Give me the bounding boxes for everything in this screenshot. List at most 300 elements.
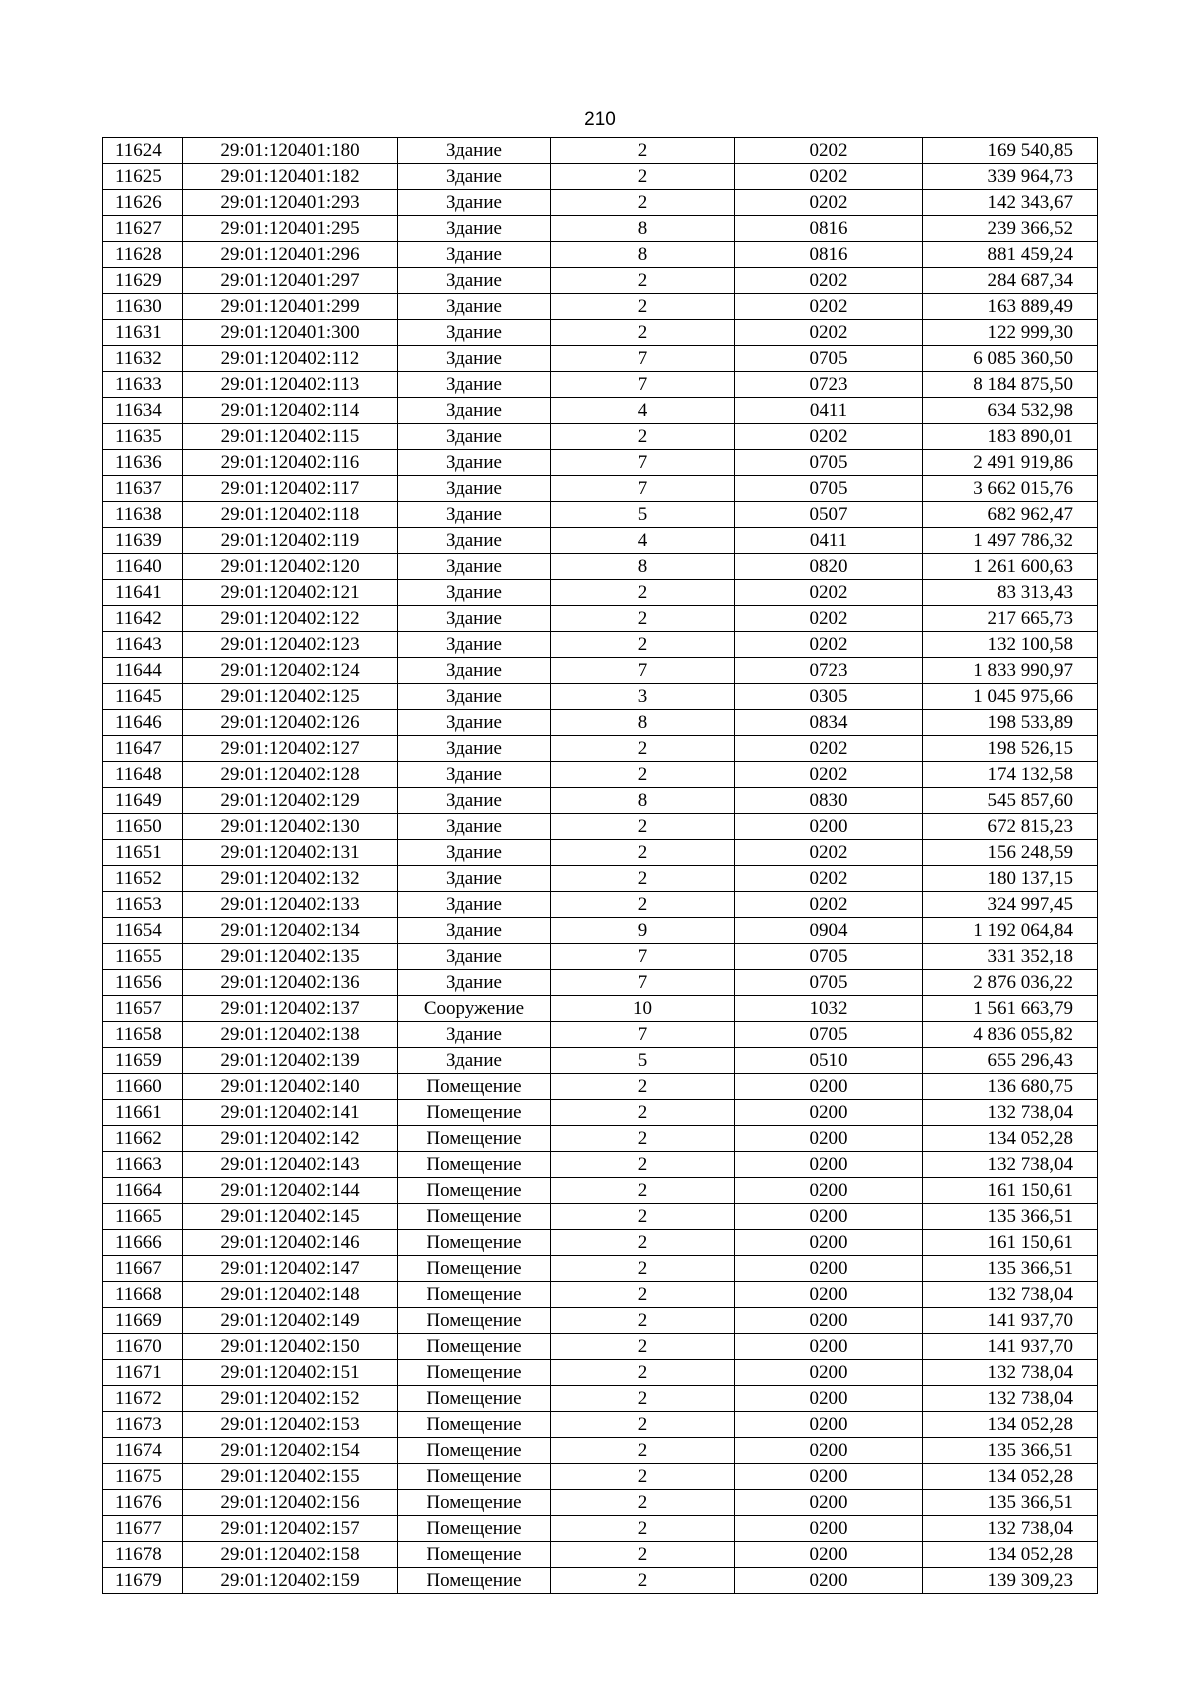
cadastral-value-cell: 141 937,70 xyxy=(923,1308,1098,1334)
group-cell: 7 xyxy=(551,346,735,372)
group-cell: 10 xyxy=(551,996,735,1022)
subgroup-code-cell: 0200 xyxy=(735,1308,923,1334)
table-row xyxy=(103,216,1098,242)
group-cell: 4 xyxy=(551,528,735,554)
object-type-cell: Здание xyxy=(398,424,551,450)
row-number-cell: 11648 xyxy=(103,762,183,788)
cadastral-value-cell: 6 085 360,50 xyxy=(923,346,1098,372)
group-cell: 8 xyxy=(551,554,735,580)
object-type-cell: Здание xyxy=(398,554,551,580)
table-row xyxy=(103,788,1098,814)
cadastral-value-cell: 239 366,52 xyxy=(923,216,1098,242)
cadastral-number-cell: 29:01:120402:114 xyxy=(183,398,398,424)
cadastral-value-cell: 339 964,73 xyxy=(923,164,1098,190)
row-number-cell: 11626 xyxy=(103,190,183,216)
group-cell: 4 xyxy=(551,398,735,424)
row-number-cell: 11677 xyxy=(103,1516,183,1542)
table-row xyxy=(103,372,1098,398)
group-cell: 2 xyxy=(551,1308,735,1334)
table-row xyxy=(103,580,1098,606)
row-number-cell: 11640 xyxy=(103,554,183,580)
row-number-cell: 11666 xyxy=(103,1230,183,1256)
cadastral-value-cell: 134 052,28 xyxy=(923,1542,1098,1568)
object-type-cell: Здание xyxy=(398,580,551,606)
cadastral-number-cell: 29:01:120402:139 xyxy=(183,1048,398,1074)
table-row xyxy=(103,1126,1098,1152)
subgroup-code-cell: 0834 xyxy=(735,710,923,736)
cadastral-value-cell: 132 738,04 xyxy=(923,1360,1098,1386)
table-row xyxy=(103,268,1098,294)
group-cell: 2 xyxy=(551,1074,735,1100)
object-type-cell: Помещение xyxy=(398,1412,551,1438)
cadastral-value-cell: 198 533,89 xyxy=(923,710,1098,736)
cadastral-value-cell: 672 815,23 xyxy=(923,814,1098,840)
group-cell: 2 xyxy=(551,606,735,632)
table-row xyxy=(103,164,1098,190)
table-row xyxy=(103,1464,1098,1490)
object-type-cell: Здание xyxy=(398,814,551,840)
subgroup-code-cell: 1032 xyxy=(735,996,923,1022)
table-row xyxy=(103,762,1098,788)
group-cell: 8 xyxy=(551,788,735,814)
object-type-cell: Помещение xyxy=(398,1490,551,1516)
group-cell: 2 xyxy=(551,190,735,216)
object-type-cell: Помещение xyxy=(398,1568,551,1594)
table-row xyxy=(103,1360,1098,1386)
subgroup-code-cell: 0202 xyxy=(735,736,923,762)
object-type-cell: Помещение xyxy=(398,1516,551,1542)
subgroup-code-cell: 0830 xyxy=(735,788,923,814)
table-row xyxy=(103,1412,1098,1438)
table-row xyxy=(103,528,1098,554)
row-number-cell: 11632 xyxy=(103,346,183,372)
table-row xyxy=(103,606,1098,632)
group-cell: 2 xyxy=(551,1334,735,1360)
table-row xyxy=(103,320,1098,346)
group-cell: 5 xyxy=(551,502,735,528)
cadastral-value-cell: 132 738,04 xyxy=(923,1152,1098,1178)
subgroup-code-cell: 0816 xyxy=(735,216,923,242)
subgroup-code-cell: 0507 xyxy=(735,502,923,528)
table-row xyxy=(103,346,1098,372)
subgroup-code-cell: 0904 xyxy=(735,918,923,944)
group-cell: 2 xyxy=(551,1204,735,1230)
cadastral-value-cell: 136 680,75 xyxy=(923,1074,1098,1100)
group-cell: 8 xyxy=(551,710,735,736)
row-number-cell: 11641 xyxy=(103,580,183,606)
subgroup-code-cell: 0200 xyxy=(735,1152,923,1178)
row-number-cell: 11636 xyxy=(103,450,183,476)
cadastral-number-cell: 29:01:120401:296 xyxy=(183,242,398,268)
group-cell: 2 xyxy=(551,1152,735,1178)
object-type-cell: Помещение xyxy=(398,1074,551,1100)
object-type-cell: Здание xyxy=(398,398,551,424)
table-row xyxy=(103,190,1098,216)
table-row xyxy=(103,398,1098,424)
row-number-cell: 11667 xyxy=(103,1256,183,1282)
row-number-cell: 11655 xyxy=(103,944,183,970)
subgroup-code-cell: 0200 xyxy=(735,1256,923,1282)
table-row xyxy=(103,424,1098,450)
object-type-cell: Здание xyxy=(398,1048,551,1074)
row-number-cell: 11658 xyxy=(103,1022,183,1048)
subgroup-code-cell: 0411 xyxy=(735,398,923,424)
row-number-cell: 11665 xyxy=(103,1204,183,1230)
subgroup-code-cell: 0705 xyxy=(735,944,923,970)
row-number-cell: 11672 xyxy=(103,1386,183,1412)
subgroup-code-cell: 0200 xyxy=(735,1386,923,1412)
cadastral-number-cell: 29:01:120402:149 xyxy=(183,1308,398,1334)
row-number-cell: 11627 xyxy=(103,216,183,242)
group-cell: 9 xyxy=(551,918,735,944)
cadastral-value-cell: 135 366,51 xyxy=(923,1256,1098,1282)
object-type-cell: Здание xyxy=(398,528,551,554)
cadastral-value-cell: 132 100,58 xyxy=(923,632,1098,658)
row-number-cell: 11647 xyxy=(103,736,183,762)
group-cell: 7 xyxy=(551,476,735,502)
cadastral-value-cell: 135 366,51 xyxy=(923,1490,1098,1516)
row-number-cell: 11670 xyxy=(103,1334,183,1360)
row-number-cell: 11629 xyxy=(103,268,183,294)
cadastral-number-cell: 29:01:120402:143 xyxy=(183,1152,398,1178)
cadastral-value-cell: 135 366,51 xyxy=(923,1438,1098,1464)
group-cell: 2 xyxy=(551,736,735,762)
subgroup-code-cell: 0200 xyxy=(735,1360,923,1386)
subgroup-code-cell: 0723 xyxy=(735,372,923,398)
row-number-cell: 11653 xyxy=(103,892,183,918)
row-number-cell: 11664 xyxy=(103,1178,183,1204)
cadastral-number-cell: 29:01:120402:137 xyxy=(183,996,398,1022)
subgroup-code-cell: 0200 xyxy=(735,1230,923,1256)
cadastral-number-cell: 29:01:120401:300 xyxy=(183,320,398,346)
cadastral-number-cell: 29:01:120402:122 xyxy=(183,606,398,632)
cadastral-value-table xyxy=(102,137,1098,1594)
table-body xyxy=(103,138,1098,1594)
table-row xyxy=(103,710,1098,736)
table-row xyxy=(103,1256,1098,1282)
row-number-cell: 11663 xyxy=(103,1152,183,1178)
cadastral-number-cell: 29:01:120402:129 xyxy=(183,788,398,814)
cadastral-value-cell: 134 052,28 xyxy=(923,1464,1098,1490)
cadastral-number-cell: 29:01:120402:146 xyxy=(183,1230,398,1256)
subgroup-code-cell: 0200 xyxy=(735,1464,923,1490)
subgroup-code-cell: 0705 xyxy=(735,346,923,372)
table-row xyxy=(103,1152,1098,1178)
row-number-cell: 11673 xyxy=(103,1412,183,1438)
row-number-cell: 11668 xyxy=(103,1282,183,1308)
object-type-cell: Здание xyxy=(398,840,551,866)
cadastral-number-cell: 29:01:120402:145 xyxy=(183,1204,398,1230)
group-cell: 2 xyxy=(551,164,735,190)
cadastral-number-cell: 29:01:120402:132 xyxy=(183,866,398,892)
cadastral-value-cell: 682 962,47 xyxy=(923,502,1098,528)
object-type-cell: Помещение xyxy=(398,1282,551,1308)
cadastral-value-cell: 217 665,73 xyxy=(923,606,1098,632)
row-number-cell: 11631 xyxy=(103,320,183,346)
subgroup-code-cell: 0200 xyxy=(735,1490,923,1516)
object-type-cell: Здание xyxy=(398,970,551,996)
group-cell: 2 xyxy=(551,320,735,346)
table-row xyxy=(103,1048,1098,1074)
row-number-cell: 11657 xyxy=(103,996,183,1022)
cadastral-number-cell: 29:01:120402:140 xyxy=(183,1074,398,1100)
row-number-cell: 11656 xyxy=(103,970,183,996)
table-row xyxy=(103,918,1098,944)
table-row xyxy=(103,1334,1098,1360)
group-cell: 2 xyxy=(551,1438,735,1464)
row-number-cell: 11634 xyxy=(103,398,183,424)
cadastral-number-cell: 29:01:120402:112 xyxy=(183,346,398,372)
object-type-cell: Здание xyxy=(398,242,551,268)
cadastral-number-cell: 29:01:120402:124 xyxy=(183,658,398,684)
object-type-cell: Помещение xyxy=(398,1256,551,1282)
object-type-cell: Помещение xyxy=(398,1204,551,1230)
object-type-cell: Здание xyxy=(398,216,551,242)
object-type-cell: Здание xyxy=(398,736,551,762)
cadastral-value-cell: 881 459,24 xyxy=(923,242,1098,268)
group-cell: 2 xyxy=(551,1516,735,1542)
cadastral-number-cell: 29:01:120402:159 xyxy=(183,1568,398,1594)
cadastral-value-cell: 545 857,60 xyxy=(923,788,1098,814)
group-cell: 2 xyxy=(551,632,735,658)
table-row xyxy=(103,294,1098,320)
subgroup-code-cell: 0202 xyxy=(735,580,923,606)
cadastral-value-cell: 1 833 990,97 xyxy=(923,658,1098,684)
table-row xyxy=(103,242,1098,268)
group-cell: 7 xyxy=(551,450,735,476)
cadastral-number-cell: 29:01:120402:131 xyxy=(183,840,398,866)
subgroup-code-cell: 0202 xyxy=(735,268,923,294)
subgroup-code-cell: 0202 xyxy=(735,164,923,190)
row-number-cell: 11649 xyxy=(103,788,183,814)
subgroup-code-cell: 0723 xyxy=(735,658,923,684)
table-row xyxy=(103,1100,1098,1126)
cadastral-number-cell: 29:01:120402:113 xyxy=(183,372,398,398)
object-type-cell: Сооружение xyxy=(398,996,551,1022)
row-number-cell: 11659 xyxy=(103,1048,183,1074)
cadastral-number-cell: 29:01:120402:138 xyxy=(183,1022,398,1048)
cadastral-number-cell: 29:01:120402:153 xyxy=(183,1412,398,1438)
group-cell: 2 xyxy=(551,1230,735,1256)
cadastral-number-cell: 29:01:120402:150 xyxy=(183,1334,398,1360)
cadastral-value-cell: 134 052,28 xyxy=(923,1412,1098,1438)
object-type-cell: Помещение xyxy=(398,1230,551,1256)
cadastral-value-cell: 1 497 786,32 xyxy=(923,528,1098,554)
cadastral-value-cell: 2 491 919,86 xyxy=(923,450,1098,476)
cadastral-number-cell: 29:01:120402:157 xyxy=(183,1516,398,1542)
cadastral-value-cell: 1 192 064,84 xyxy=(923,918,1098,944)
subgroup-code-cell: 0202 xyxy=(735,190,923,216)
group-cell: 2 xyxy=(551,1126,735,1152)
object-type-cell: Здание xyxy=(398,866,551,892)
cadastral-number-cell: 29:01:120402:123 xyxy=(183,632,398,658)
subgroup-code-cell: 0202 xyxy=(735,138,923,164)
cadastral-value-cell: 161 150,61 xyxy=(923,1178,1098,1204)
object-type-cell: Здание xyxy=(398,476,551,502)
group-cell: 2 xyxy=(551,580,735,606)
row-number-cell: 11630 xyxy=(103,294,183,320)
subgroup-code-cell: 0305 xyxy=(735,684,923,710)
row-number-cell: 11643 xyxy=(103,632,183,658)
table-row xyxy=(103,1542,1098,1568)
group-cell: 2 xyxy=(551,1464,735,1490)
subgroup-code-cell: 0202 xyxy=(735,892,923,918)
row-number-cell: 11624 xyxy=(103,138,183,164)
row-number-cell: 11660 xyxy=(103,1074,183,1100)
cadastral-number-cell: 29:01:120402:152 xyxy=(183,1386,398,1412)
table-row xyxy=(103,138,1098,164)
cadastral-value-cell: 1 261 600,63 xyxy=(923,554,1098,580)
cadastral-value-cell: 169 540,85 xyxy=(923,138,1098,164)
cadastral-number-cell: 29:01:120402:144 xyxy=(183,1178,398,1204)
table-row xyxy=(103,1204,1098,1230)
group-cell: 2 xyxy=(551,1386,735,1412)
object-type-cell: Здание xyxy=(398,658,551,684)
table-row xyxy=(103,1230,1098,1256)
table-row xyxy=(103,1516,1098,1542)
cadastral-number-cell: 29:01:120402:116 xyxy=(183,450,398,476)
group-cell: 7 xyxy=(551,1022,735,1048)
cadastral-value-cell: 1 561 663,79 xyxy=(923,996,1098,1022)
group-cell: 2 xyxy=(551,1412,735,1438)
table-row xyxy=(103,658,1098,684)
cadastral-number-cell: 29:01:120402:118 xyxy=(183,502,398,528)
table-row xyxy=(103,1438,1098,1464)
group-cell: 5 xyxy=(551,1048,735,1074)
cadastral-value-cell: 324 997,45 xyxy=(923,892,1098,918)
cadastral-value-cell: 83 313,43 xyxy=(923,580,1098,606)
group-cell: 2 xyxy=(551,424,735,450)
cadastral-value-cell: 156 248,59 xyxy=(923,840,1098,866)
row-number-cell: 11628 xyxy=(103,242,183,268)
row-number-cell: 11635 xyxy=(103,424,183,450)
object-type-cell: Помещение xyxy=(398,1360,551,1386)
subgroup-code-cell: 0200 xyxy=(735,1178,923,1204)
cadastral-number-cell: 29:01:120401:299 xyxy=(183,294,398,320)
cadastral-value-cell: 163 889,49 xyxy=(923,294,1098,320)
cadastral-number-cell: 29:01:120402:142 xyxy=(183,1126,398,1152)
subgroup-code-cell: 0705 xyxy=(735,970,923,996)
cadastral-value-cell: 161 150,61 xyxy=(923,1230,1098,1256)
subgroup-code-cell: 0411 xyxy=(735,528,923,554)
group-cell: 2 xyxy=(551,1100,735,1126)
object-type-cell: Помещение xyxy=(398,1386,551,1412)
cadastral-value-cell: 3 662 015,76 xyxy=(923,476,1098,502)
object-type-cell: Здание xyxy=(398,450,551,476)
cadastral-value-cell: 174 132,58 xyxy=(923,762,1098,788)
table-row xyxy=(103,736,1098,762)
cadastral-number-cell: 29:01:120402:121 xyxy=(183,580,398,606)
subgroup-code-cell: 0200 xyxy=(735,1100,923,1126)
group-cell: 2 xyxy=(551,1282,735,1308)
cadastral-number-cell: 29:01:120402:130 xyxy=(183,814,398,840)
cadastral-number-cell: 29:01:120402:127 xyxy=(183,736,398,762)
cadastral-number-cell: 29:01:120402:158 xyxy=(183,1542,398,1568)
object-type-cell: Здание xyxy=(398,606,551,632)
table-row xyxy=(103,1386,1098,1412)
row-number-cell: 11644 xyxy=(103,658,183,684)
subgroup-code-cell: 0705 xyxy=(735,476,923,502)
object-type-cell: Помещение xyxy=(398,1152,551,1178)
object-type-cell: Здание xyxy=(398,684,551,710)
cadastral-number-cell: 29:01:120402:117 xyxy=(183,476,398,502)
subgroup-code-cell: 0202 xyxy=(735,840,923,866)
cadastral-value-cell: 142 343,67 xyxy=(923,190,1098,216)
cadastral-value-cell: 132 738,04 xyxy=(923,1386,1098,1412)
table-row xyxy=(103,632,1098,658)
table-row xyxy=(103,814,1098,840)
group-cell: 2 xyxy=(551,1568,735,1594)
subgroup-code-cell: 0200 xyxy=(735,1412,923,1438)
object-type-cell: Здание xyxy=(398,502,551,528)
cadastral-number-cell: 29:01:120401:297 xyxy=(183,268,398,294)
cadastral-number-cell: 29:01:120401:182 xyxy=(183,164,398,190)
object-type-cell: Помещение xyxy=(398,1334,551,1360)
object-type-cell: Здание xyxy=(398,762,551,788)
object-type-cell: Здание xyxy=(398,294,551,320)
subgroup-code-cell: 0200 xyxy=(735,814,923,840)
row-number-cell: 11639 xyxy=(103,528,183,554)
subgroup-code-cell: 0705 xyxy=(735,1022,923,1048)
subgroup-code-cell: 0202 xyxy=(735,424,923,450)
cadastral-value-cell: 183 890,01 xyxy=(923,424,1098,450)
cadastral-number-cell: 29:01:120402:134 xyxy=(183,918,398,944)
subgroup-code-cell: 0200 xyxy=(735,1282,923,1308)
group-cell: 2 xyxy=(551,892,735,918)
row-number-cell: 11678 xyxy=(103,1542,183,1568)
group-cell: 2 xyxy=(551,138,735,164)
row-number-cell: 11638 xyxy=(103,502,183,528)
cadastral-number-cell: 29:01:120402:155 xyxy=(183,1464,398,1490)
row-number-cell: 11633 xyxy=(103,372,183,398)
object-type-cell: Здание xyxy=(398,1022,551,1048)
row-number-cell: 11661 xyxy=(103,1100,183,1126)
row-number-cell: 11642 xyxy=(103,606,183,632)
subgroup-code-cell: 0200 xyxy=(735,1568,923,1594)
object-type-cell: Помещение xyxy=(398,1438,551,1464)
table-row xyxy=(103,1568,1098,1594)
subgroup-code-cell: 0202 xyxy=(735,294,923,320)
group-cell: 2 xyxy=(551,814,735,840)
table-row xyxy=(103,840,1098,866)
subgroup-code-cell: 0200 xyxy=(735,1542,923,1568)
cadastral-value-cell: 134 052,28 xyxy=(923,1126,1098,1152)
cadastral-value-cell: 132 738,04 xyxy=(923,1516,1098,1542)
row-number-cell: 11650 xyxy=(103,814,183,840)
object-type-cell: Здание xyxy=(398,346,551,372)
group-cell: 2 xyxy=(551,268,735,294)
table-row xyxy=(103,1282,1098,1308)
cadastral-value-cell: 139 309,23 xyxy=(923,1568,1098,1594)
row-number-cell: 11669 xyxy=(103,1308,183,1334)
object-type-cell: Помещение xyxy=(398,1178,551,1204)
cadastral-number-cell: 29:01:120402:125 xyxy=(183,684,398,710)
object-type-cell: Здание xyxy=(398,918,551,944)
object-type-cell: Здание xyxy=(398,788,551,814)
object-type-cell: Помещение xyxy=(398,1464,551,1490)
table-row xyxy=(103,450,1098,476)
cadastral-number-cell: 29:01:120402:128 xyxy=(183,762,398,788)
object-type-cell: Помещение xyxy=(398,1126,551,1152)
group-cell: 7 xyxy=(551,944,735,970)
cadastral-value-cell: 4 836 055,82 xyxy=(923,1022,1098,1048)
cadastral-value-cell: 1 045 975,66 xyxy=(923,684,1098,710)
group-cell: 2 xyxy=(551,1256,735,1282)
cadastral-number-cell: 29:01:120402:133 xyxy=(183,892,398,918)
object-type-cell: Помещение xyxy=(398,1308,551,1334)
group-cell: 2 xyxy=(551,1178,735,1204)
row-number-cell: 11625 xyxy=(103,164,183,190)
